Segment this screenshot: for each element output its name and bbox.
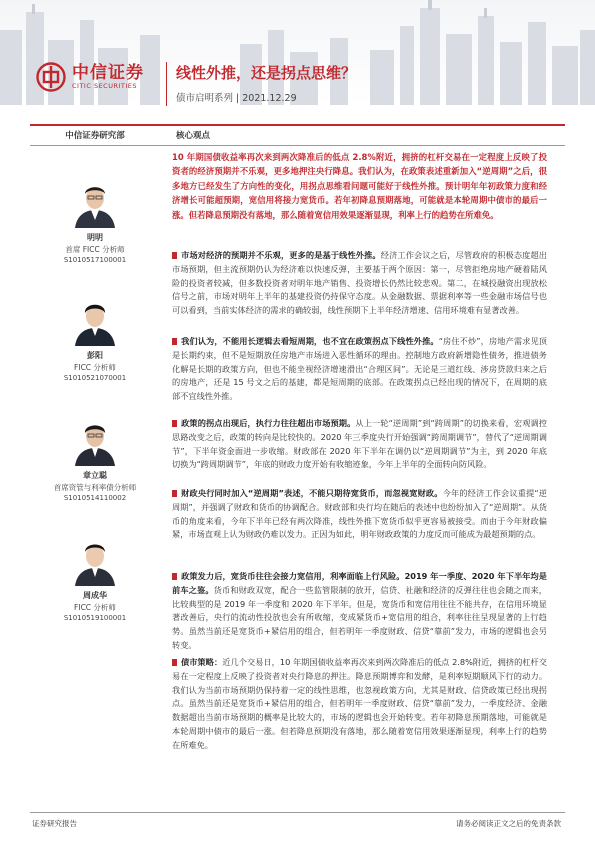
logo-chinese-name: 中信证券 xyxy=(72,62,144,83)
body-paragraph xyxy=(172,249,547,318)
report-series-date: 债市启明系列 | 2021.12.29 xyxy=(176,93,297,104)
paragraph-lead: 政策发力后，宽货币往往会接力宽信用，利率面临上行风险。2019 年一季度、2020 年下半年均是前车之鉴。 xyxy=(172,571,547,595)
analyst-name: 章立聪 xyxy=(83,471,107,480)
core-view-heading: 核心观点 xyxy=(176,131,211,141)
paragraph-body: “房住不炒”，房地产需求见顶是长期约束，但不是短期放任房地产市场进入恶性循环的理由。控制地方政府新增隐性债务，推进债务化解是长期的政策方向，但也不能坐视经济增速滑出“合理区间”。无论是三道红线、涉房贷款归来之后的房地产，还是 15 号文之后的基建，都是短周期的底部。在政策拐点已经出现的情况下，在周期的底部不宜线性外推。 xyxy=(172,336,547,402)
analyst-role: FICC 分析师 xyxy=(74,363,116,372)
analyst-card xyxy=(30,534,160,624)
paragraph-body: 近几个交易日，10 年期国债收益率再次来到两次降准后的低点 2.8%附近，拥挤的杠杆交易在一定程度上反映了投资者对央行降息的押注。降息预期博弈和发酵，是利率短期顺风下行的动力。我们认为当前市场预期仍保持着一定的线性思维，也忽视政策方向，尤其是财政、信贷政策已经出现拐点。虽然当前还是宽货币+紧信用的组合，但若明年一季度财政、信贷“靠前”发力，一季度经济、金融数据超出当前市场预期的概率是比较大的，市场的逻辑也会开始转变。若年初降息预期落地，可能就是本轮周期中债市的最后一涨。但若降息预期没有落地，那么随着宽信用效果逐渐显现，利率上行的趋势在所难免。 xyxy=(172,657,547,750)
bullet-marker-icon xyxy=(172,490,177,497)
body-paragraph xyxy=(172,656,547,753)
paragraph-body: 从上一轮“逆周期”到“跨周期”的切换来看，宏观调控思路改变之后，政策的转向是比较快的。2020 年三季度央行开始强调“跨周期调节”，替代了“逆周期调节”，下半年资金面进一步收缩。财政部在 2020 年下半年在调仍以“逆周期调节”为主，到 2020 年底切换为“跨周期调节”，年底的财政力度开始有收缩迹象，今年上半年的全面转向防风险。 xyxy=(172,418,547,470)
citic-logo-icon xyxy=(36,62,66,92)
bullet-marker-icon xyxy=(172,573,177,580)
analyst-card xyxy=(30,414,160,504)
bullet-marker-icon xyxy=(172,420,177,427)
analyst-photo xyxy=(69,294,121,346)
analyst-role: 首席资管与利率债分析师 xyxy=(53,483,137,492)
bullet-marker-icon xyxy=(172,252,177,259)
paragraph-lead: 债市策略： xyxy=(181,657,223,667)
paragraph-body: 经济工作会议之后，尽管政府的积极态度超出市场预期，但主流预期仍认为经济难以快速反弹，主要基于两个原因：第一，尽管拒绝房地产硬着陆风险的投资者较减，但多数投资者对明年地产销售、投资增长仍然比较悲观。第二，在城投融资出现放松信号之前，市场对明年上半年的基建投资仍持保守态度。从金融数据、票据利率等一些金融市场信号也可以看到，当前实体经济的需求的确较弱，线性预期下上半年经济增速、信用环境难有显著改善。 xyxy=(172,250,547,316)
body-paragraph xyxy=(172,487,547,542)
paragraph-lead: 财政央行同时加入“逆周期”表述，不能只期待宽货币，而忽视宽财政。 xyxy=(181,488,443,498)
analyst-name: 彭阳 xyxy=(87,351,103,360)
footer-disclaimer: 请务必阅读正文之后的免责条款 xyxy=(456,819,561,828)
bullet-marker-icon xyxy=(172,659,177,666)
header-divider xyxy=(166,62,167,106)
paragraph-body: 今年的经济工作会议重提“逆周期”，并强调了财政和货币的协调配合。财政部和央行均在随后的表述中也纷纷加入了“逆周期”。从货币的角度来看，今年下半年已经有两次降准，线性外推下宽货币似乎更容易被接受。而由于今年财政偏紧，市场直观上认为财政仍难以发力。正因为如此，明年财政政策的力度反而可能成为最超预期的点。 xyxy=(172,488,547,540)
report-title: 线性外推，还是拐点思维？ xyxy=(176,64,357,82)
footer-rule xyxy=(30,812,565,813)
paragraph-lead: 我们认为，不能用长逻辑去看短周期，也不宜在政策拐点下线性外推。 xyxy=(181,336,439,346)
analyst-photo xyxy=(69,176,121,228)
analyst-license-id: S1010514110002 xyxy=(63,494,127,502)
core-view-summary: 10 年期国债收益率再次来到两次降准后的低点 2.8%附近，拥挤的杠杆交易在一定程度上反映了投资者的经济预期并不乐观，更多地押注央行降息。我们认为，在政策表述重新加入“逆周期”之后，很多地方已经发生了方向性的变化，用拐点思维看问题可能好于线性外推。预计明年年初政策力度和经济增长可能超预期，宽信用将接力宽货币。若年初降息预期落地，可能就是本轮周期中债市的最后一涨。但若降息预期没有落地，那么随着宽信用效果逐渐显现，利率上行的趋势在所难免。 xyxy=(172,152,547,220)
analyst-name: 周成华 xyxy=(83,591,107,600)
analyst-photo xyxy=(69,534,121,586)
analyst-license-id: S1010519100001 xyxy=(63,614,127,622)
header-rule xyxy=(30,124,565,126)
paragraph-lead: 政策的拐点出现后，执行力往往超出市场预期。 xyxy=(181,418,356,428)
body-paragraph xyxy=(172,335,547,404)
citic-logo xyxy=(36,62,144,92)
analyst-role: FICC 分析师 xyxy=(74,603,116,612)
body-paragraph xyxy=(172,570,547,653)
paragraph-lead: 市场对经济的预期并不乐观，更多的是基于线性外推。 xyxy=(181,250,381,260)
logo-english-name: CITIC SECURITIES xyxy=(72,81,138,90)
analyst-license-id: S1010517100001 xyxy=(63,256,127,264)
body-paragraph xyxy=(172,417,547,472)
bullet-marker-icon xyxy=(172,338,177,345)
footer-report-type: 证券研究报告 xyxy=(32,819,77,828)
research-dept-label: 中信证券研究部 xyxy=(65,131,125,141)
section-rule xyxy=(30,145,565,146)
analyst-photo xyxy=(69,414,121,466)
analyst-license-id: S1010521070001 xyxy=(63,374,127,382)
analyst-card xyxy=(30,294,160,384)
analyst-card xyxy=(30,176,160,266)
paragraph-body: 货币和财政双宽，配合一些监管限制的放开，信贷、社融和经济的反弹往往也会随之而来，比较典型的是 2019 年一季度和 2020 年下半年。但是，宽货币和宽信用往往不能共存，在信用环境显著改善后，央行的流动性投放也会有所收缩，变成紧货币+宽信用的组合，利率往往呈现显著的上行趋势。虽然当前还是宽货币+紧信用的组合，但若明年一季度财政、信贷“靠前”发力，市场的逻辑也会另转变。 xyxy=(172,584,547,650)
analyst-name: 明明 xyxy=(87,233,103,242)
analyst-role: 首席 FICC 分析师 xyxy=(65,245,125,254)
